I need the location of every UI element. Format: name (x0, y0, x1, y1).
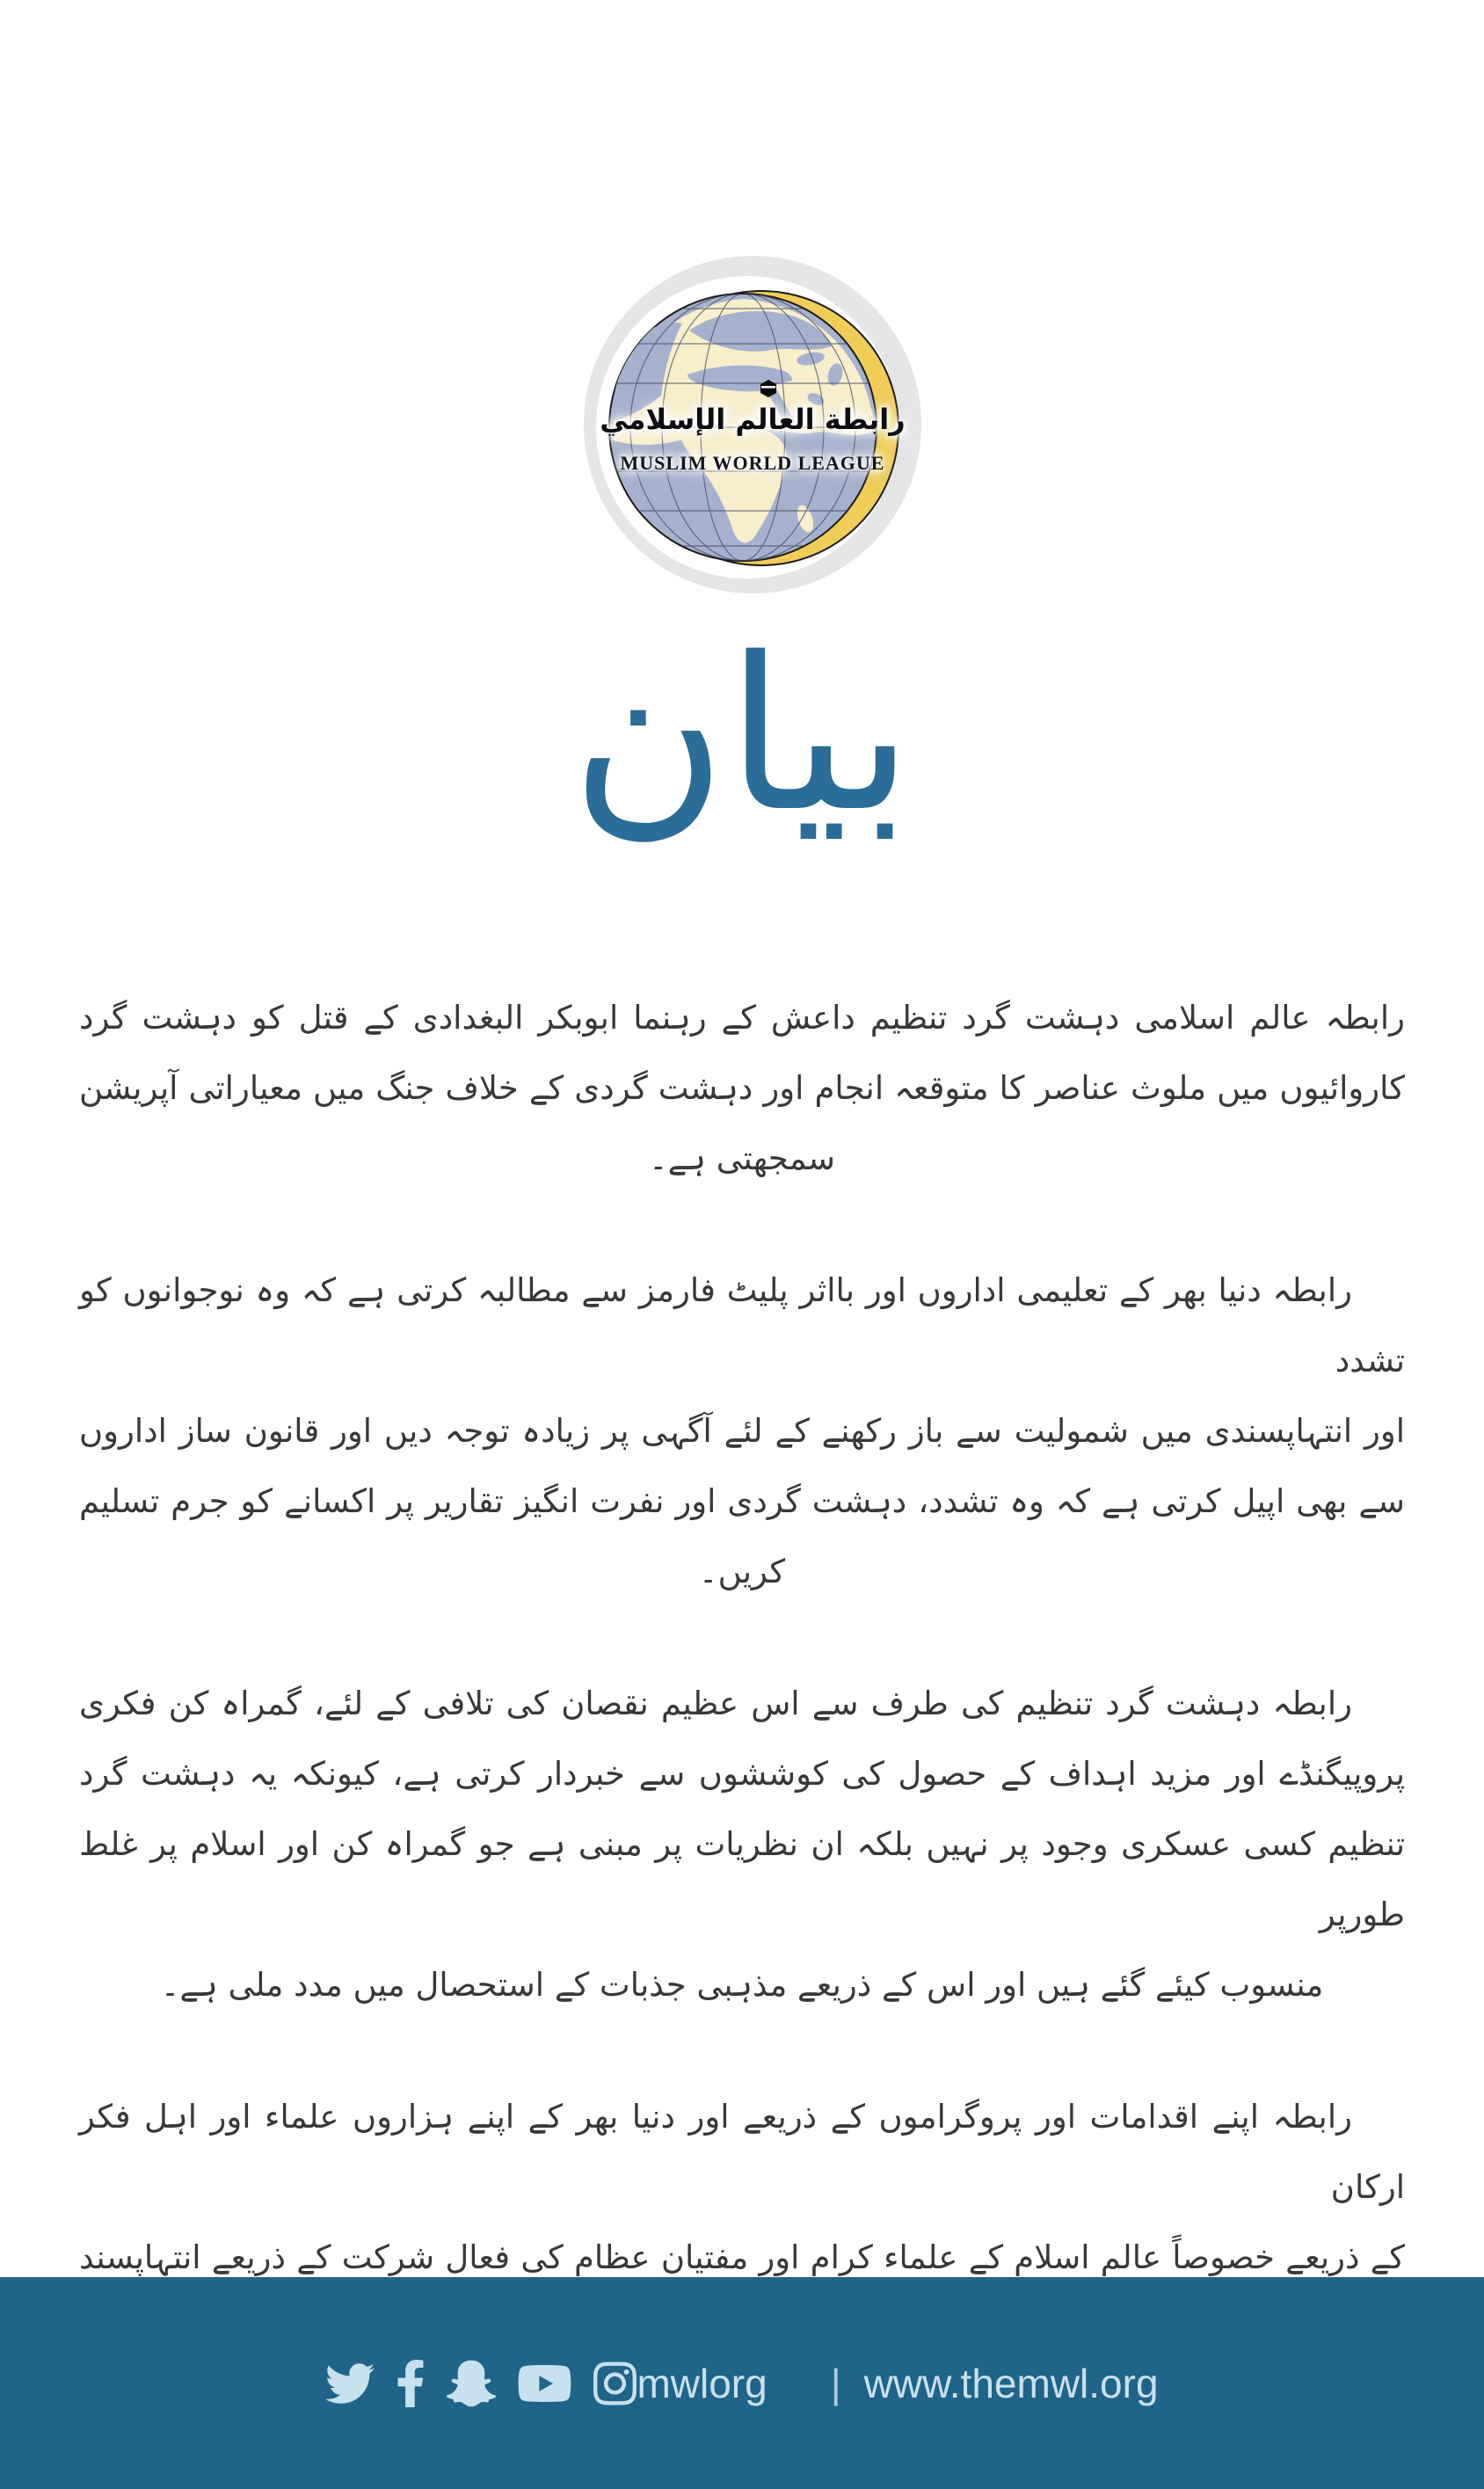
footer-bar (0, 2277, 1484, 2489)
paragraph-line: رابطہ اپنے اقدامات اور پروگراموں کے ذریعے اور دنیا بھر کے اپنے ہزاروں علماء اور اہل فکر ارکان (79, 2098, 1405, 2206)
footer-separator: | (830, 2360, 841, 2406)
paragraph-line: تنظیم کسی عسکری وجود پر نہیں بلکہ ان نظریات پر مبنی ہے جو گمراہ کن اور اسلام پر غلط طورپر (79, 1825, 1405, 1933)
paragraph-1 (79, 983, 1405, 1194)
snapchat-icon[interactable] (447, 2359, 496, 2408)
statement-title: بیان (571, 612, 913, 858)
footer-content (0, 2277, 1484, 2489)
paragraph-line: سے بھی اپیل کرتی ہے کہ وہ تشدد، دہشت گردی اور نفرت انگیز تقاریر پر اکسانے کو جرم تسلیم (79, 1482, 1405, 1520)
mwl-logo (584, 255, 921, 594)
facebook-icon[interactable] (396, 2360, 426, 2407)
social-handle: mwlorg (637, 2360, 767, 2406)
youtube-icon[interactable] (517, 2359, 572, 2408)
paragraph-line: منسوب کیئے گئے ہیں اور اس کے ذریعے مذہبی جذبات کے استحصال میں مدد ملی ہے۔ (160, 1966, 1324, 2004)
paragraph-line: سمجھتی ہے۔ (648, 1139, 836, 1177)
paragraph-line: پروپیگنڈے اور مزید اہداف کے حصول کی کوششوں سے خبردار کرتی ہے، کیونکہ یہ دہشت گرد (79, 1755, 1405, 1793)
paragraph-line: کریں۔ (698, 1553, 786, 1590)
paragraph-2 (79, 1255, 1405, 1607)
social-icons (325, 2359, 637, 2408)
paragraph-line: اور انتہاپسندی میں شمولیت سے باز رکھنے کے لئے آگہی پر زیادہ توجہ دیں اور قانون ساز اداروں (79, 1412, 1405, 1450)
paragraph-line: رابطہ عالم اسلامی دہشت گرد تنظیم داعش کے رہنما ابوبکر البغدادی کے قتل کو دہشت گرد (79, 999, 1405, 1037)
paragraph-3 (79, 1669, 1405, 2020)
instagram-icon[interactable] (593, 2359, 637, 2408)
logo-english-name: MUSLIM WORLD LEAGUE (620, 452, 885, 474)
paragraph-line: رابطہ دنیا بھر کے تعلیمی اداروں اور بااثر پلیٹ فارمز سے مطالبہ کرتی ہے کہ وہ نوجوانوں کو تشدد (79, 1271, 1405, 1379)
logo-arabic-name: رابطة العالم الإسلامي (600, 403, 906, 436)
website-url: www.themwl.org (863, 2360, 1159, 2406)
footer-links (637, 2360, 1158, 2407)
statement-body (79, 983, 1405, 2425)
paragraph-line: رابطہ دہشت گرد تنظیم کی طرف سے اس عظیم نقصان کی تلافی کے لئے، گمراہ کن فکری (79, 1685, 1352, 1722)
twitter-icon[interactable] (325, 2359, 375, 2408)
paragraph-line: کے ذریعے خصوصاً عالم اسلام کے علماء کرام اور مفتیان عظام کی فعال شرکت کے ذریعے انتہاپسند (79, 2238, 1405, 2276)
paragraph-line: کاروائیوں میں ملوث عناصر کا متوقعہ انجام اور دہشت گردی کے خلاف جنگ میں معیاراتی آپریشن (79, 1069, 1405, 1107)
